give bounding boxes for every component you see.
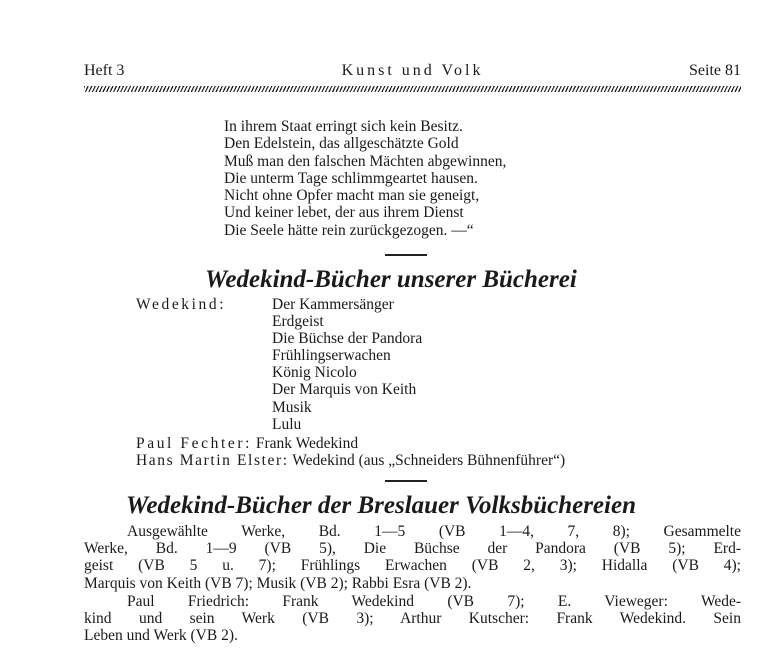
poem-excerpt — [224, 118, 506, 239]
book-title: Der Marquis von Keith — [272, 381, 417, 399]
paragraph-works — [84, 523, 741, 592]
book-list — [272, 296, 422, 433]
book-title: Der Kammersänger — [272, 296, 394, 313]
journal-title: Kunst und Volk — [341, 62, 484, 79]
author-label: Wedekind: — [136, 296, 227, 313]
poem-line: Muß man den falschen Mächten abgewinnen, — [224, 152, 507, 170]
issue-number: Heft 3 — [84, 62, 125, 79]
reference-title: Wedekind (aus „Schneiders Bühnenführer“) — [292, 452, 566, 469]
header-hatched-rule — [84, 86, 741, 92]
poem-line: In ihrem Staat erringt sich kein Besitz. — [224, 118, 463, 135]
paragraph-secondary-literature — [84, 593, 741, 645]
section-divider — [385, 254, 427, 256]
section-title-library-books: Wedekind-Bücher unserer Bücherei — [205, 266, 577, 293]
running-header — [84, 62, 741, 84]
poem-line: Die unterm Tage schlimmgeartet hausen. — [224, 169, 478, 187]
text-line: Leben und Werk (VB 2). — [84, 627, 238, 645]
section-title-breslau-libraries: Wedekind-Bücher der Breslauer Volksbüchereien — [126, 492, 636, 519]
book-title: Die Büchse der Pandora — [272, 330, 423, 348]
reference-fechter — [136, 435, 358, 452]
text-line: Werke, Bd. 1—9 (VB 5), Die Büchse der Pandora (VB 5); Erd- — [84, 540, 741, 558]
text-line: Paul Friedrich: Frank Wedekind (VB 7); E. Vieweger: Wede- — [127, 593, 741, 610]
reference-title: Frank Wedekind — [255, 435, 359, 452]
text-line: geist (VB 5 u. 7); Frühlings Erwachen (VB 2, 3); Hidalla (VB 4); — [84, 557, 741, 575]
page-number: Seite 81 — [689, 62, 741, 79]
poem-line: Und keiner lebet, der aus ihrem Dienst — [224, 204, 464, 222]
poem-line: Den Edelstein, das allgeschätzte Gold — [224, 135, 459, 153]
text-line: kind und sein Werk (VB 3); Arthur Kutscher: Frank Wedekind. Sein — [84, 610, 741, 628]
book-title: Lulu — [272, 415, 302, 433]
book-title: Musik — [272, 398, 312, 416]
book-title: König Nicolo — [272, 364, 357, 382]
poem-line: Die Seele hätte rein zurückgezogen. —“ — [224, 221, 474, 239]
text-line: Ausgewählte Werke, Bd. 1—5 (VB 1—4, 7, 8); Gesammelte — [127, 523, 741, 540]
book-title: Erdgeist — [272, 313, 324, 331]
book-title: Frühlingserwachen — [272, 347, 391, 365]
reference-author: Paul Fechter: — [136, 435, 253, 452]
reference-author: Hans Martin Elster: — [136, 452, 289, 469]
reference-elster — [136, 452, 565, 469]
poem-line: Nicht ohne Opfer macht man sie geneigt, — [224, 187, 480, 205]
text-line: Marquis von Keith (VB 7); Musik (VB 2); Rabbi Esra (VB 2). — [84, 574, 472, 592]
section-divider — [385, 480, 427, 482]
